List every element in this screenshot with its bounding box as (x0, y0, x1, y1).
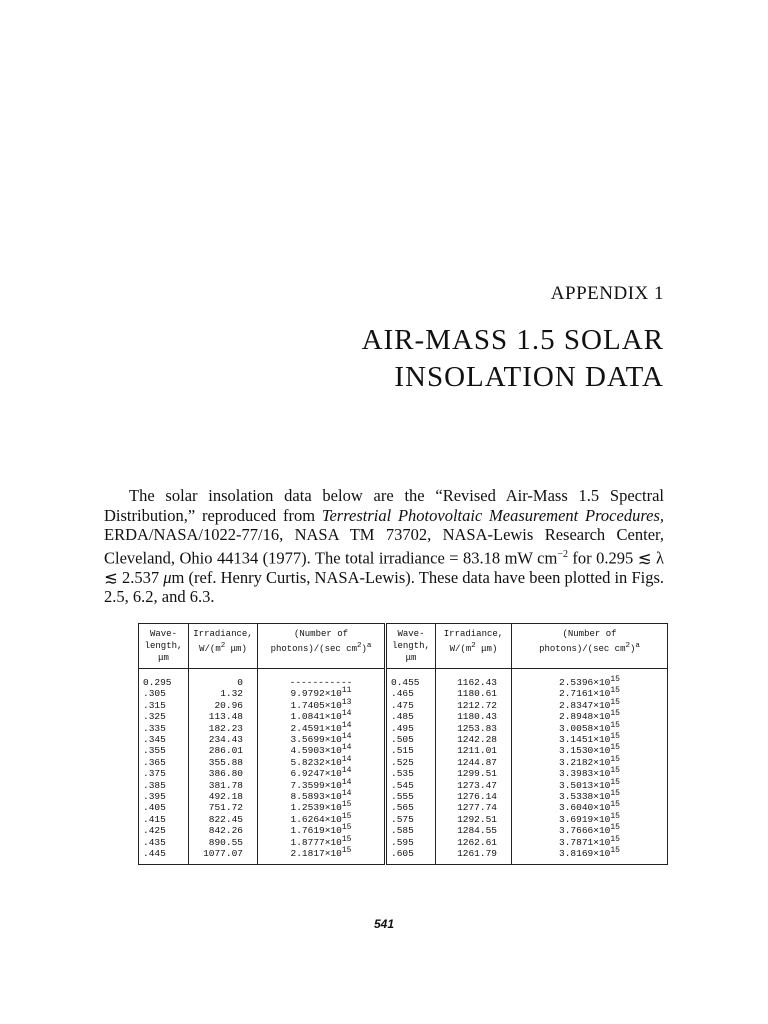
exponent: 15 (610, 777, 620, 787)
header-wl-line1: Wave- (149, 629, 177, 639)
photons-cell (512, 720, 668, 734)
photons-cell-value: 3.5699×10 (290, 734, 342, 746)
wavelength-cell (386, 848, 436, 864)
wavelength-cell-value: .505 (391, 734, 414, 746)
photons-cell (258, 669, 386, 689)
intro-exponent: −2 (557, 548, 568, 560)
photons-cell-value: 3.7666×10 (559, 825, 611, 837)
header-wl-line2: length, (392, 641, 430, 651)
wavelength-cell (386, 723, 436, 734)
wavelength-cell (139, 814, 189, 825)
photons-cell (512, 669, 668, 689)
irradiance-cell-value: 386.80 (208, 768, 243, 780)
wavelength-cell-value: .425 (143, 825, 166, 837)
exponent: 15 (341, 811, 352, 821)
table-row (139, 734, 668, 745)
wavelength-cell (139, 791, 189, 802)
irradiance-cell-value: 381.78 (208, 779, 243, 791)
wavelength-cell (386, 734, 436, 745)
header-photons-left (258, 624, 386, 669)
irradiance-cell (436, 768, 512, 779)
header-ph-footnote: a (635, 642, 640, 650)
wavelength-cell-value: .495 (391, 722, 414, 734)
exponent: 15 (341, 800, 352, 810)
photons-cell-value: 3.1530×10 (559, 745, 611, 757)
wavelength-cell-value: .385 (143, 779, 166, 791)
wavelength-cell-value: .525 (391, 756, 414, 768)
irradiance-cell (189, 825, 258, 836)
exponent: 15 (610, 709, 620, 719)
irradiance-cell-value: 1077.07 (203, 848, 243, 860)
table-row (139, 825, 668, 836)
photons-cell-value: 6.9247×10 (290, 768, 342, 780)
intro-text (104, 486, 664, 607)
header-irr-line2: W/(m (449, 644, 472, 654)
wavelength-cell (386, 814, 436, 825)
photons-cell (512, 697, 668, 711)
intro-text-part-4: m (ref. Henry Curtis, NASA-Lewis). These data have been plotted in Figs. 2.5, 6.2, and 6.3. (104, 567, 664, 606)
table-row (139, 814, 668, 825)
photons-cell (512, 825, 668, 836)
irradiance-cell-value: 1276.14 (457, 791, 497, 803)
photons-cell (258, 834, 386, 848)
exponent: 13 (341, 697, 352, 707)
title-line-1: AIR-MASS 1.5 SOLAR (361, 324, 664, 356)
photons-cell (258, 777, 386, 791)
irradiance-cell (436, 837, 512, 848)
intro-citation-title: Terrestrial Photovoltaic Measurement Procedures, (321, 505, 664, 525)
irradiance-cell-value: 20.96 (214, 699, 243, 711)
irradiance-cell (189, 780, 258, 791)
photons-cell (258, 711, 386, 722)
exponent: 15 (610, 834, 620, 844)
photons-cell (512, 745, 668, 756)
photons-cell-value: 8.5893×10 (290, 791, 342, 803)
wavelength-cell-value: .445 (143, 848, 166, 860)
irradiance-cell (189, 848, 258, 864)
wavelength-cell (386, 688, 436, 699)
irradiance-cell-value: 492.18 (208, 791, 243, 803)
wavelength-cell-value: .565 (391, 802, 414, 814)
irradiance-cell (436, 745, 512, 756)
exponent: 11 (341, 686, 352, 696)
irradiance-cell-value: 1273.47 (457, 779, 497, 791)
irradiance-cell (436, 825, 512, 836)
irradiance-cell (436, 802, 512, 813)
exponent: 15 (610, 845, 620, 855)
table-row (139, 700, 668, 711)
irradiance-cell (189, 700, 258, 711)
irradiance-cell (189, 757, 258, 768)
wavelength-cell-value: 0.455 (391, 677, 420, 688)
photons-cell-value: 2.8347×10 (559, 699, 611, 711)
irradiance-cell-value: 1262.61 (457, 836, 497, 848)
irradiance-cell-value: 1284.55 (457, 825, 497, 837)
header-irr-line2: W/(m (199, 644, 221, 654)
header-irr-sup: 2 (471, 642, 476, 650)
wavelength-cell-value: .535 (391, 768, 414, 780)
irradiance-cell-value: 1244.87 (457, 756, 497, 768)
wavelength-cell-value: .465 (391, 688, 414, 700)
table-row (139, 802, 668, 813)
exponent: 15 (610, 686, 620, 696)
intro-paragraph (104, 486, 664, 607)
header-irr-line1: Irradiance, (443, 629, 504, 639)
irradiance-cell (436, 688, 512, 699)
header-ph-line2: photons)/(sec cm (539, 644, 626, 654)
photons-cell (512, 788, 668, 803)
wavelength-cell-value: .485 (391, 711, 414, 723)
header-irr-line2b: μm) (475, 644, 498, 654)
table-row (139, 791, 668, 802)
photons-cell (512, 811, 668, 825)
intro-text-part-3: for 0.295 ≲ λ ≲ 2.537 (104, 548, 664, 587)
header-irr-sup: 2 (220, 642, 226, 650)
photons-cell (512, 834, 668, 848)
irradiance-cell (436, 711, 512, 722)
photons-cell (258, 688, 386, 699)
exponent: 15 (610, 754, 620, 764)
header-wl-unit: μm (405, 653, 417, 663)
photons-cell-value: 3.2182×10 (559, 756, 611, 768)
irradiance-cell-value: 234.43 (208, 734, 243, 746)
wavelength-cell-value: .475 (391, 699, 414, 711)
header-ph-line2b: ) (630, 644, 636, 654)
title-line-2: INSOLATION DATA (394, 361, 664, 393)
exponent: 15 (341, 823, 352, 833)
photons-cell-value: 2.4591×10 (290, 722, 342, 734)
exponent: 15 (610, 788, 620, 798)
photons-cell (258, 768, 386, 779)
insolation-table (138, 623, 668, 865)
wavelength-cell (386, 837, 436, 848)
header-ph-footnote: a (366, 642, 372, 650)
header-wl-unit: μm (158, 653, 169, 663)
wavelength-cell-value: .515 (391, 745, 414, 757)
wavelength-cell (139, 723, 189, 734)
intro-mu-symbol: μ (163, 567, 172, 587)
exponent: 15 (610, 766, 620, 776)
header-irr-line1: Irradiance, (193, 629, 253, 639)
irradiance-cell (436, 700, 512, 711)
exponent: 15 (610, 743, 620, 753)
irradiance-cell-value: 182.23 (208, 722, 243, 734)
exponent: 14 (341, 754, 352, 764)
exponent: 15 (610, 800, 620, 810)
wavelength-cell-value: .595 (391, 836, 414, 848)
photons-cell (258, 697, 386, 711)
photons-cell-value: 3.5013×10 (559, 779, 611, 791)
photons-cell-value: 3.5338×10 (559, 791, 611, 803)
exponent: 14 (341, 788, 352, 798)
irradiance-cell (436, 814, 512, 825)
photons-cell (258, 720, 386, 734)
photons-cell (258, 825, 386, 836)
wavelength-cell-value: .325 (143, 711, 166, 723)
wavelength-cell-value: 0.295 (143, 677, 172, 688)
wavelength-cell-value: .365 (143, 756, 166, 768)
wavelength-cell-value: .355 (143, 745, 166, 757)
header-photons-right (512, 624, 668, 669)
photons-cell-value: 1.2539×10 (290, 802, 342, 814)
irradiance-cell-value: 1162.43 (457, 677, 497, 688)
wavelength-cell (139, 837, 189, 848)
table-row (139, 688, 668, 699)
wavelength-cell-value: .605 (391, 848, 414, 860)
photons-cell-value: 1.7619×10 (290, 825, 342, 837)
photons-cell-value: 2.7161×10 (559, 688, 611, 700)
exponent: 15 (341, 834, 352, 844)
irradiance-cell (436, 848, 512, 864)
table-row (139, 848, 668, 864)
wavelength-cell (139, 802, 189, 813)
irradiance-cell-value: 842.26 (208, 825, 243, 837)
photons-cell (258, 788, 386, 803)
exponent: 15 (610, 674, 620, 684)
irradiance-cell (189, 768, 258, 779)
exponent: 14 (341, 777, 352, 787)
photons-cell-value: 3.6919×10 (559, 813, 611, 825)
irradiance-cell (436, 791, 512, 802)
photons-cell (512, 754, 668, 768)
photons-cell (258, 731, 386, 746)
photons-cell-value: 3.6040×10 (559, 802, 611, 814)
exponent: 15 (610, 720, 620, 730)
header-wl-line1: Wave- (397, 629, 425, 639)
irradiance-cell-value: 1212.72 (457, 699, 497, 711)
wavelength-cell-value: .375 (143, 768, 166, 780)
photons-cell (258, 845, 386, 864)
wavelength-cell (139, 745, 189, 756)
irradiance-cell (189, 791, 258, 802)
intro-text-part-2: ERDA/NASA/1022-77/16, NASA TM 73702, NASA-Lewis Research Center, Cleveland, Ohio 44134 (1977). The total irradiance = 83.18 mW cm (104, 525, 664, 567)
irradiance-cell (189, 814, 258, 825)
irradiance-cell (189, 669, 258, 689)
photons-cell (512, 731, 668, 746)
wavelength-cell (139, 768, 189, 779)
wavelength-cell (386, 745, 436, 756)
photons-cell (512, 688, 668, 699)
header-irradiance-left (189, 624, 258, 669)
exponent: 14 (341, 743, 352, 753)
photons-cell-value: 7.3599×10 (290, 779, 342, 791)
photons-cell-value: 1.6264×10 (290, 813, 342, 825)
irradiance-cell (189, 745, 258, 756)
header-wavelength-left (139, 624, 189, 669)
header-wl-line2: length, (144, 641, 183, 651)
wavelength-cell (139, 848, 189, 864)
photons-cell (258, 745, 386, 756)
irradiance-cell (436, 734, 512, 745)
wavelength-cell-value: .415 (143, 813, 166, 825)
photons-cell-value: 3.8169×10 (559, 848, 611, 860)
wavelength-cell (386, 711, 436, 722)
table-row (139, 768, 668, 779)
wavelength-cell (139, 711, 189, 722)
irradiance-cell (189, 837, 258, 848)
header-ph-line1: (Number of (562, 629, 617, 639)
photons-cell-value: 3.1451×10 (559, 734, 611, 746)
photons-cell-value: 3.3983×10 (559, 768, 611, 780)
wavelength-cell (386, 791, 436, 802)
wavelength-cell-value: .575 (391, 813, 414, 825)
table-body (139, 669, 668, 865)
irradiance-cell-value: 890.55 (208, 836, 243, 848)
wavelength-cell (386, 780, 436, 791)
photons-cell-value: 2.1817×10 (290, 848, 342, 860)
photons-cell-value: 2.8948×10 (559, 711, 611, 723)
wavelength-cell (386, 757, 436, 768)
photons-cell (512, 845, 668, 864)
wavelength-cell-value: .555 (391, 791, 414, 803)
photons-cell-value: 4.5903×10 (290, 745, 342, 757)
appendix-label: APPENDIX 1 (550, 283, 664, 304)
wavelength-cell (139, 688, 189, 699)
photons-cell-value: ----------- (289, 677, 353, 688)
exponent: 14 (341, 709, 352, 719)
table-row (139, 837, 668, 848)
wavelength-cell (386, 768, 436, 779)
exponent: 15 (610, 823, 620, 833)
exponent: 15 (610, 731, 620, 741)
wavelength-cell-value: .545 (391, 779, 414, 791)
photons-cell-value: 9.9792×10 (290, 688, 342, 700)
wavelength-cell (139, 734, 189, 745)
wavelength-cell (139, 757, 189, 768)
exponent: 14 (341, 766, 352, 776)
irradiance-cell-value: 1292.51 (457, 813, 497, 825)
photons-cell-value: 3.0058×10 (559, 722, 611, 734)
wavelength-cell (386, 669, 436, 689)
header-wavelength-right (386, 624, 436, 669)
wavelength-cell (386, 700, 436, 711)
header-ph-sup: 2 (625, 642, 630, 650)
exponent: 15 (610, 811, 620, 821)
wavelength-cell-value: .315 (143, 699, 166, 711)
page-title (362, 322, 664, 396)
wavelength-cell (139, 780, 189, 791)
wavelength-cell-value: .335 (143, 722, 166, 734)
photons-cell (512, 768, 668, 779)
photons-cell-value: 3.7871×10 (559, 836, 611, 848)
header-ph-sup: 2 (356, 642, 362, 650)
exponent: 14 (341, 720, 352, 730)
wavelength-cell-value: .395 (143, 791, 166, 803)
header-ph-line2b: ) (361, 644, 367, 654)
table-row (139, 711, 668, 722)
wavelength-cell (386, 825, 436, 836)
irradiance-cell (436, 757, 512, 768)
wavelength-cell-value: .345 (143, 734, 166, 746)
photons-cell (512, 777, 668, 791)
photons-cell (258, 754, 386, 768)
header-irr-line2b: μm) (225, 644, 247, 654)
photons-cell (258, 811, 386, 825)
irradiance-cell-value: 1242.28 (457, 734, 497, 746)
wavelength-cell (139, 825, 189, 836)
exponent: 15 (610, 697, 620, 707)
photons-cell-value: 1.8777×10 (290, 836, 342, 848)
intro-text-part-1: The solar insolation data below are the “Revised Air-Mass 1.5 Spectral Distribution,” reproduced from (104, 486, 664, 525)
irradiance-cell-value: 0 (237, 677, 243, 688)
table-row (139, 780, 668, 791)
irradiance-cell-value: 1261.79 (457, 848, 497, 860)
irradiance-cell-value: 1211.01 (457, 745, 497, 757)
irradiance-cell-value: 1180.43 (457, 711, 497, 723)
photons-cell-value: 1.7405×10 (290, 699, 342, 711)
irradiance-cell (189, 734, 258, 745)
irradiance-cell-value: 286.01 (208, 745, 243, 757)
wavelength-cell-value: .585 (391, 825, 414, 837)
irradiance-cell (436, 669, 512, 689)
header-irradiance-right (436, 624, 512, 669)
irradiance-cell-value: 1.32 (220, 688, 243, 700)
header-ph-line2: photons)/(sec cm (270, 644, 357, 654)
exponent: 14 (341, 731, 352, 741)
irradiance-cell-value: 1277.74 (457, 802, 497, 814)
table-header-row (139, 624, 668, 669)
table-row (139, 669, 668, 689)
irradiance-cell-value: 355.88 (208, 756, 243, 768)
photons-cell (258, 802, 386, 813)
page-number: 541 (373, 917, 395, 931)
wavelength-cell-value: .305 (143, 688, 166, 700)
table-row (139, 723, 668, 734)
irradiance-cell (189, 711, 258, 722)
irradiance-cell-value: 1253.83 (457, 722, 497, 734)
irradiance-cell-value: 113.48 (208, 711, 243, 723)
table-row (139, 745, 668, 756)
irradiance-cell-value: 1180.61 (457, 688, 497, 700)
irradiance-cell (189, 688, 258, 699)
photons-cell (512, 802, 668, 813)
wavelength-cell (139, 669, 189, 689)
photons-cell-value: 1.0841×10 (290, 711, 342, 723)
irradiance-cell (189, 802, 258, 813)
wavelength-cell (139, 700, 189, 711)
exponent: 15 (341, 845, 352, 855)
photons-cell (512, 711, 668, 722)
photons-cell-value: 5.8232×10 (290, 756, 342, 768)
wavelength-cell-value: .435 (143, 836, 166, 848)
table-row (139, 757, 668, 768)
irradiance-cell (436, 780, 512, 791)
photons-cell-value: 2.5396×10 (559, 677, 611, 688)
header-ph-line1: (Number of (293, 629, 348, 639)
irradiance-cell-value: 1299.51 (457, 768, 497, 780)
wavelength-cell-value: .405 (143, 802, 166, 814)
irradiance-cell (436, 723, 512, 734)
irradiance-cell-value: 822.45 (208, 813, 243, 825)
wavelength-cell (386, 802, 436, 813)
irradiance-cell (189, 723, 258, 734)
irradiance-cell-value: 751.72 (208, 802, 243, 814)
